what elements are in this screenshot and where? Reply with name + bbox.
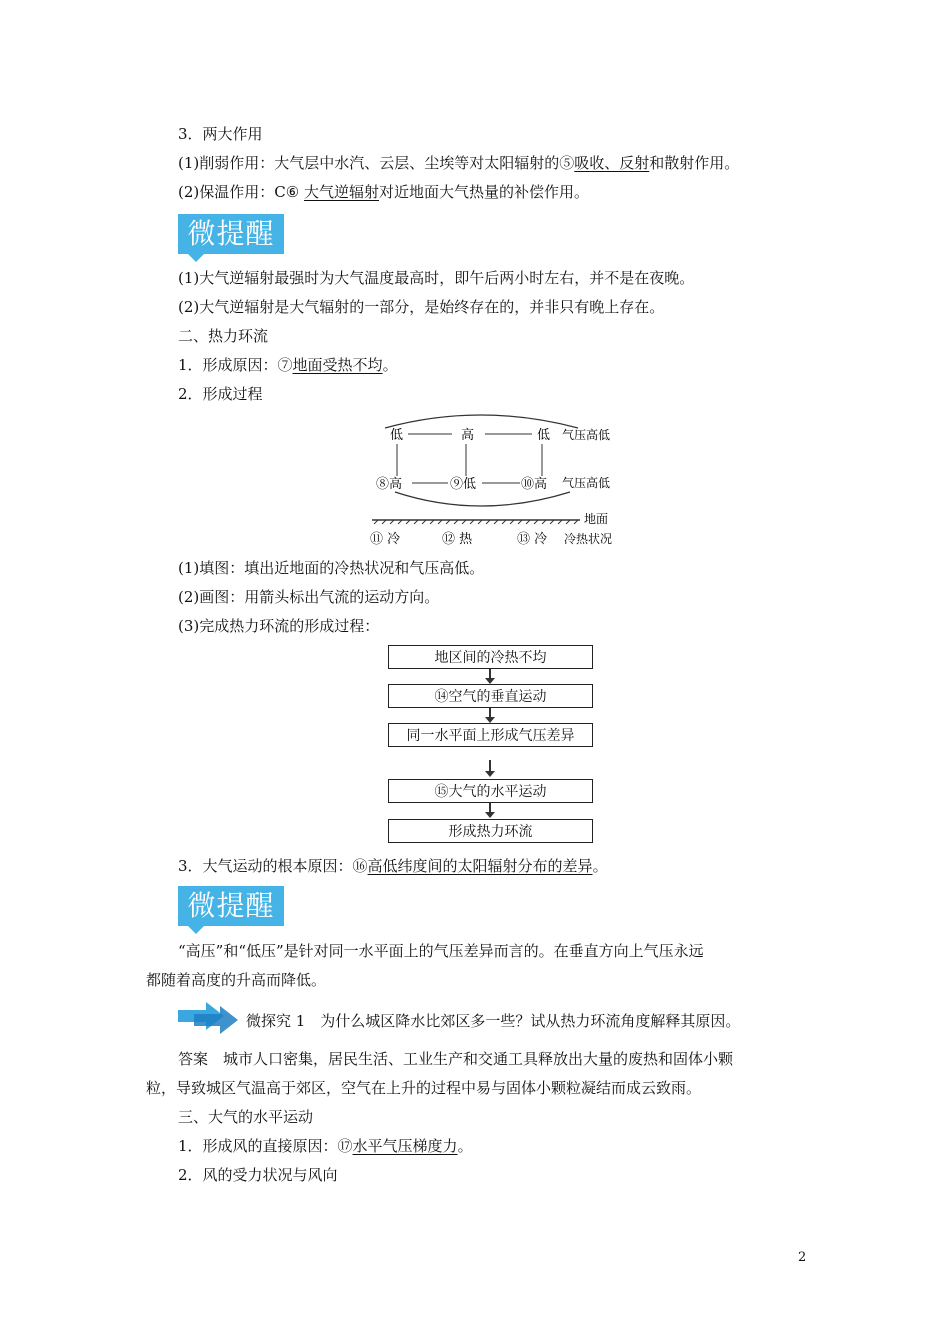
label-ground: 地面: [584, 512, 609, 526]
page-number: 2: [798, 1250, 807, 1265]
label-temp-mid: ⑫ 热: [442, 532, 473, 547]
answer-text-1: 答案 城市人口密集，居民生活、工业生产和交通工具释放出大量的废热和固体小颗: [178, 1050, 734, 1068]
label-temp-status: 冷热状况: [564, 532, 613, 546]
text-cause: 1．形成原因：⑦地面受热不均。: [178, 356, 398, 374]
tip2-text-2: 都随着高度的升高而降低。: [146, 971, 327, 989]
text-weakening: (1)削弱作用：大气层中水汽、云层、尘埃等对太阳辐射的⑤吸收、反射和散射作用。: [178, 154, 740, 172]
subheading-two-effects: 3．两大作用: [178, 125, 263, 143]
instruction-fill: (1)填图：填出近地面的冷热状况和气压高低。: [178, 559, 485, 577]
label-top-pressure: 气压高低: [562, 428, 611, 442]
tip-text-2: (2)大气逆辐射是大气辐射的一部分，是始终存在的，并非只有晚上存在。: [178, 298, 665, 316]
text-wind-forces: 2．风的受力状况与风向: [178, 1166, 338, 1184]
label-temp-left: ⑪ 冷: [370, 532, 401, 547]
flow-arrow: [489, 803, 491, 813]
instruction-draw: (2)画图：用箭头标出气流的运动方向。: [178, 588, 440, 606]
flow-arrow: [489, 669, 491, 679]
thermal-circulation-diagram: [360, 410, 630, 550]
flow-step-5: 形成热力环流: [388, 819, 593, 843]
flow-step-1: 地区间的冷热不均: [388, 645, 593, 669]
flow-arrow: [489, 708, 491, 718]
flow-step-4: ⑮大气的水平运动: [388, 779, 593, 803]
tip2-text-1: “高压”和“低压”是针对同一水平面上的气压差异而言的。在垂直方向上气压永远: [178, 942, 704, 960]
tip-badge: 微提醒: [178, 886, 284, 926]
text-process: 2．形成过程: [178, 385, 263, 403]
text-insulation: (2)保温作用：C⑥ 大气逆辐射对近地面大气热量的补偿作用。: [178, 183, 589, 201]
text-wind-cause: 1．形成风的直接原因：⑰水平气压梯度力。: [178, 1137, 473, 1155]
label-bottom-right: ⑩高: [521, 477, 548, 492]
instruction-complete: (3)完成热力环流的形成过程：: [178, 617, 380, 635]
tip-badge: 微提醒: [178, 214, 284, 254]
answer-text-2: 粒，导致城区气温高于郊区，空气在上升的过程中易与固体小颗粒凝结而成云致雨。: [146, 1079, 702, 1097]
label-top-right: 低: [537, 428, 551, 443]
label-bottom-pressure: 气压高低: [562, 476, 611, 490]
section-heading-thermal-circulation: 二、热力环流: [178, 327, 269, 345]
section-heading-horizontal: 三、大气的水平运动: [178, 1108, 314, 1126]
explore-question: 微探究 1 为什么城区降水比郊区多一些？试从热力环流角度解释其原因。: [246, 1012, 741, 1030]
tip-text-1: (1)大气逆辐射最强时为大气温度最高时，即午后两小时左右，并不是在夜晚。: [178, 269, 695, 287]
text-root-cause: 3．大气运动的根本原因：⑯高低纬度间的太阳辐射分布的差异。: [178, 857, 608, 875]
flow-step-3: 同一水平面上形成气压差异: [388, 723, 593, 747]
flow-step-2: ⑭空气的垂直运动: [388, 684, 593, 708]
label-bottom-mid: ⑨低: [450, 477, 477, 492]
label-top-left: 低: [390, 428, 404, 443]
label-top-mid: 高: [461, 428, 475, 443]
label-bottom-left: ⑧高: [376, 477, 403, 492]
label-temp-right: ⑬ 冷: [517, 532, 548, 547]
flow-arrow: [489, 760, 491, 772]
explore-arrow-icon: [176, 998, 240, 1038]
